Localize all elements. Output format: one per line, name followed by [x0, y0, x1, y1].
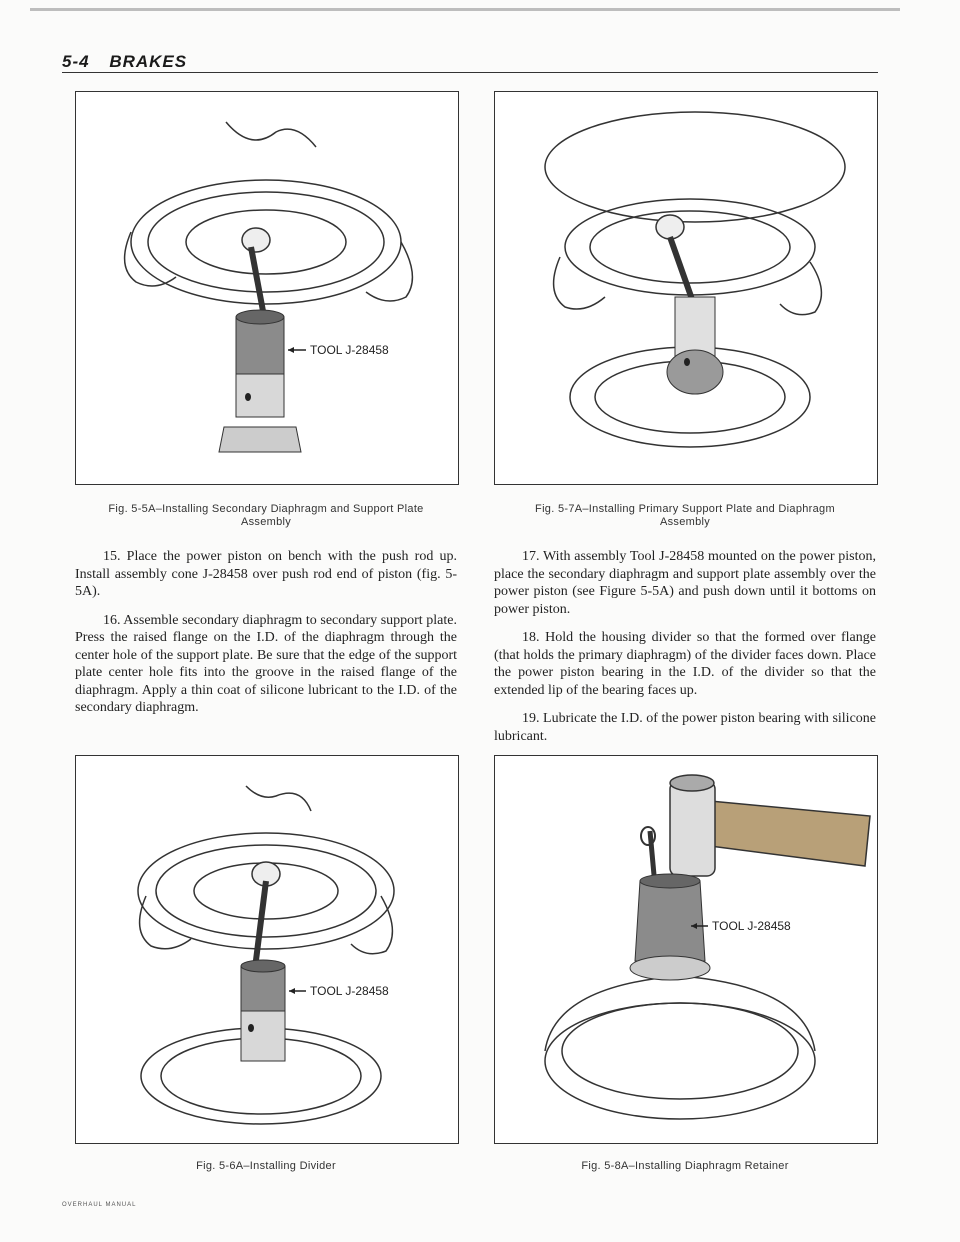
page-top-edge — [30, 8, 900, 11]
caption-line: Assembly — [240, 516, 292, 528]
section-number: 5-4 — [62, 52, 90, 71]
tool-callout: TOOL J-28458 — [310, 984, 389, 998]
caption-line: Assembly — [659, 516, 711, 528]
text-column-right — [494, 548, 876, 756]
tool-callout: TOOL J-28458 — [712, 919, 791, 933]
step-19: 19. Lubricate the I.D. of the power piston bearing with silicone lubricant. — [494, 711, 876, 744]
step-15: 15. Place the power piston on bench with the push rod up. Install assembly cone J-28458 over push rod end of piston (fig. 5-5A). — [75, 549, 457, 599]
caption-line: Fig. 5-5A–Installing Secondary Diaphragm and Support Plate — [108, 503, 424, 515]
text-column-left — [75, 548, 457, 728]
caption-line: Fig. 5-7A–Installing Primary Support Plate and Diaphragm — [535, 503, 835, 515]
caption-5-8a — [494, 1160, 876, 1173]
figure-5-7a — [494, 91, 878, 485]
figure-5-8a — [494, 755, 878, 1144]
step-18: 18. Hold the housing divider so that the formed over flange (that holds the primary diaphragm) of the divider faces down. Place the power piston bearing in the I.D. of the divider so that the extended lip of the bearing faces up. — [494, 630, 876, 698]
figure-5-7a-illustration — [495, 92, 877, 484]
figure-5-5a — [75, 91, 459, 485]
step-16: 16. Assemble secondary diaphragm to secondary support plate. Press the raised flange on the I.D. of the diaphragm through the center hole of the support plate. Be sure that the edge of the support plate center hole fits into the groove in the raised flange of the diaphragm. Apply a thin coat of silicone lubricant to the I.D. of the secondary diaphragm. — [75, 612, 457, 715]
caption-5-5a — [75, 503, 457, 529]
figure-5-6a-illustration — [76, 756, 458, 1143]
step-17: 17. With assembly Tool J-28458 mounted on the power piston, place the secondary diaphragm and support plate assembly over the power piston (see Figure 5-5A) and push down until it bottoms on power piston. — [494, 549, 876, 617]
caption-5-6a — [75, 1160, 457, 1173]
figure-5-5a-illustration — [76, 92, 458, 484]
caption-line: Fig. 5-6A–Installing Divider — [196, 1160, 336, 1172]
page-header — [62, 52, 187, 72]
caption-5-7a — [494, 503, 876, 529]
header-rule — [62, 72, 878, 73]
page-footer: OVERHAUL MANUAL — [62, 1202, 137, 1208]
tool-callout: TOOL J-28458 — [310, 343, 389, 357]
section-title: BRAKES — [109, 52, 188, 71]
figure-5-6a — [75, 755, 459, 1144]
figure-5-8a-illustration — [495, 756, 877, 1143]
caption-line: Fig. 5-8A–Installing Diaphragm Retainer — [581, 1160, 789, 1172]
